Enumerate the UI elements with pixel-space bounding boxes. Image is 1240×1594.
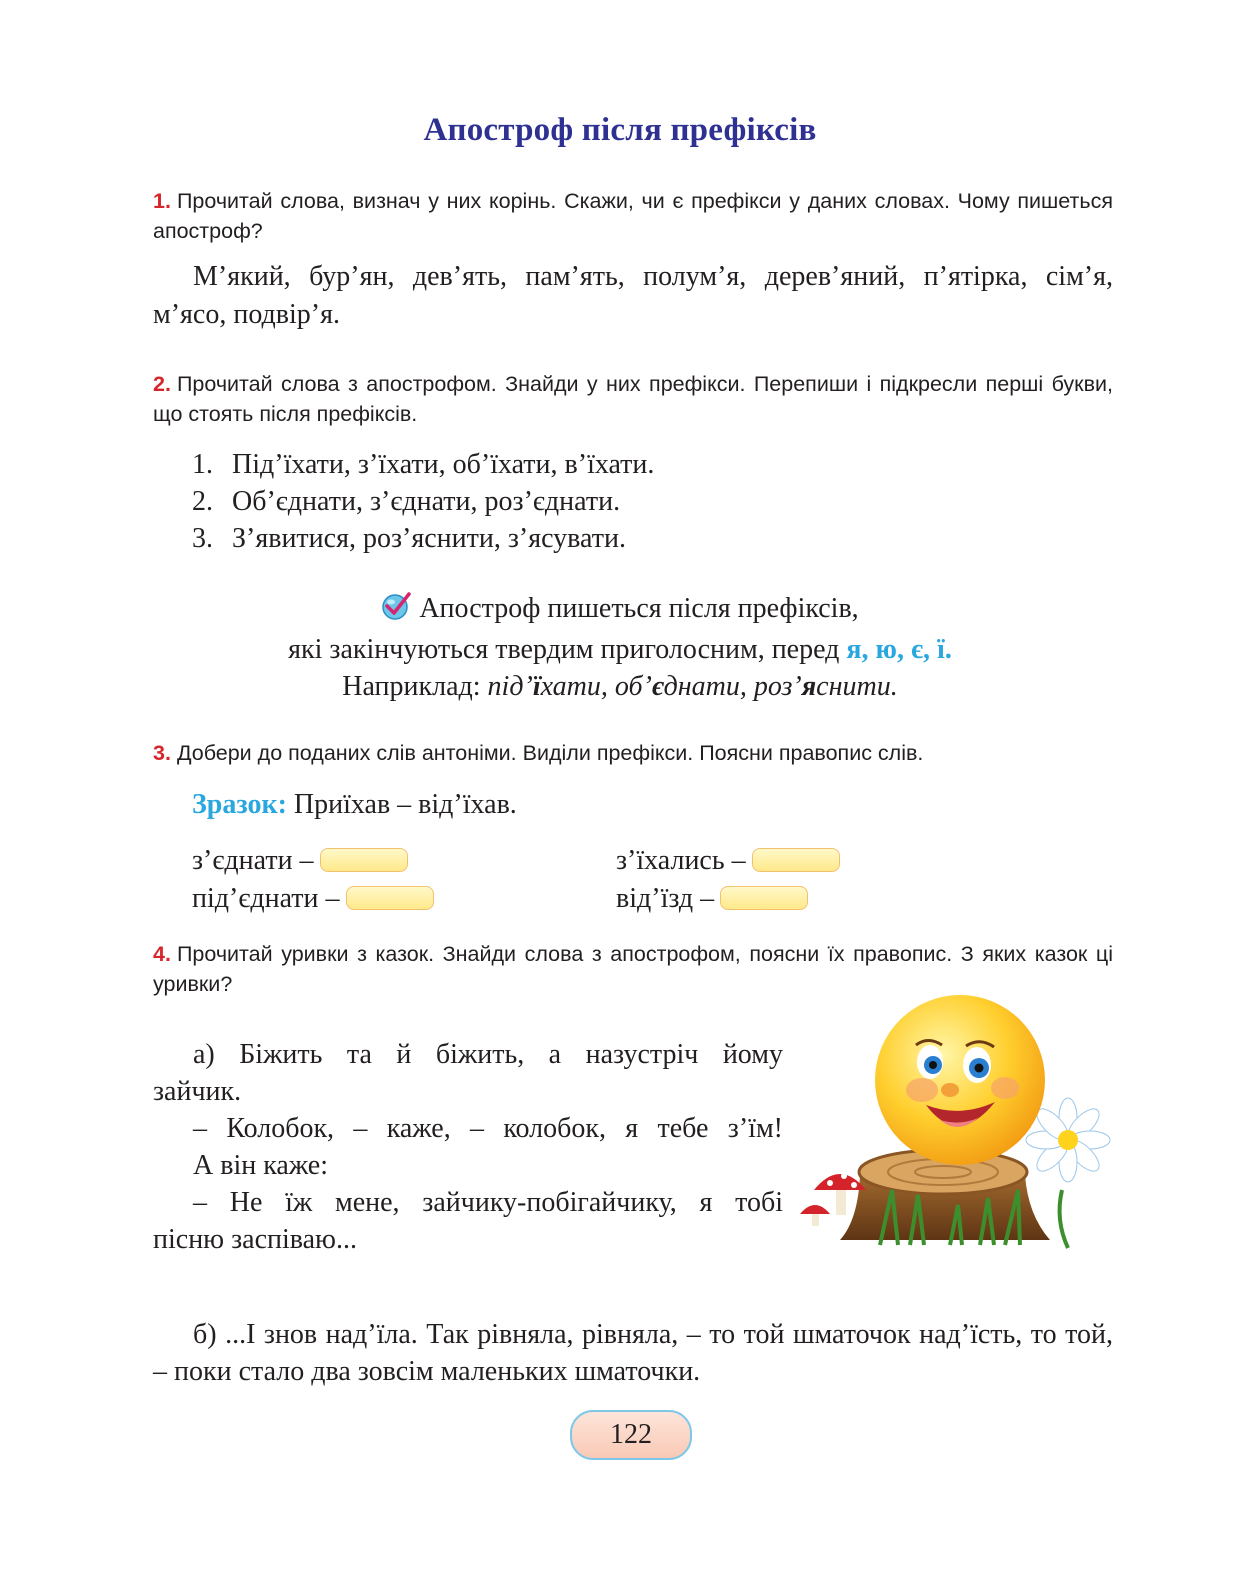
rule-line-1: Апостроф пишеться після префіксів,: [419, 593, 859, 624]
antonym-row: під’єднати –: [192, 880, 434, 918]
list-item: 2. Об’єднати, з’єднати, роз’єднати.: [192, 486, 621, 517]
rule-block: [0, 590, 1240, 705]
task-number: 3.: [153, 741, 171, 765]
answer-blank[interactable]: [752, 848, 840, 872]
page-number: 122: [570, 1410, 692, 1460]
answer-blank[interactable]: [720, 886, 808, 910]
list-item: 1. Під’їхати, з’їхати, об’їхати, в’їхати.: [192, 449, 655, 480]
antonym-row: від’їзд –: [616, 880, 840, 918]
rule-line-2: які закінчуються твердим приголосним, перед: [288, 634, 840, 665]
check-icon: [381, 591, 411, 631]
task-2-list: [192, 446, 654, 557]
task-number: 1.: [153, 189, 171, 213]
task-2-instruction: [153, 369, 1113, 429]
task-text: Добери до поданих слів антоніми. Виділи префікси. Поясни правопис слів.: [176, 741, 924, 765]
sample-text: Приїхав – від’їхав.: [293, 789, 517, 820]
excerpt-b: б) ...І знов над’їла. Так рівняла, рівняла, – то той шматочок над’їсть, то той, – поки стало два зовсім маленьких шматочки.: [153, 1319, 1113, 1387]
page-title: Апостроф після префіксів: [423, 112, 817, 148]
answer-blank[interactable]: [320, 848, 408, 872]
task-3-instruction: [153, 738, 1113, 768]
list-item: 3. З’явитися, роз’яснити, з’ясувати.: [192, 523, 626, 554]
sample: [192, 786, 517, 823]
kolobok-illustration: [800, 990, 1120, 1260]
sample-label: Зразок:: [192, 789, 287, 820]
task-text: Прочитай слова з апострофом. Знайди у них префікси. Перепиши і підкресли перші букви, що стоять після префіксів.: [153, 372, 1113, 426]
rule-example: Наприклад: під’їхати, об’єднати, роз’яснити.: [342, 671, 898, 702]
task-number: 2.: [153, 372, 171, 396]
word-list: М’який, бур’ян, дев’ять, пам’ять, полум’я, дерев’яний, п’ятірка, сім’я, м’ясо, подвір’я.: [153, 261, 1113, 330]
answer-blank[interactable]: [346, 886, 434, 910]
antonym-row: з’їхались –: [616, 842, 840, 880]
antonym-row: з’єднати –: [192, 842, 434, 880]
antonym-column-right: [616, 842, 840, 918]
task-text: Прочитай слова, визнач у них корінь. Скажи, чи є префікси у даних словах. Чому пишеться апостроф?: [153, 189, 1113, 243]
task-1-instruction: [153, 186, 1113, 246]
excerpt-a: а) Біжить та й біжить, а назустріч йому зайчик. – Колобок, – каже, – колобок, я тебе з’їм! А він каже: – Не їж мене, зайчику-побігайчику, я тобі пісню заспіваю...: [153, 1039, 783, 1255]
antonym-column-left: [192, 842, 434, 918]
task-number: 4.: [153, 942, 171, 966]
task-1-words: [153, 258, 1113, 334]
task-text: Прочитай уривки з казок. Знайди слова з апострофом, поясни їх правопис. З яких казок ці уривки?: [153, 942, 1113, 996]
rule-letters: я, ю, є, ї.: [846, 634, 952, 665]
